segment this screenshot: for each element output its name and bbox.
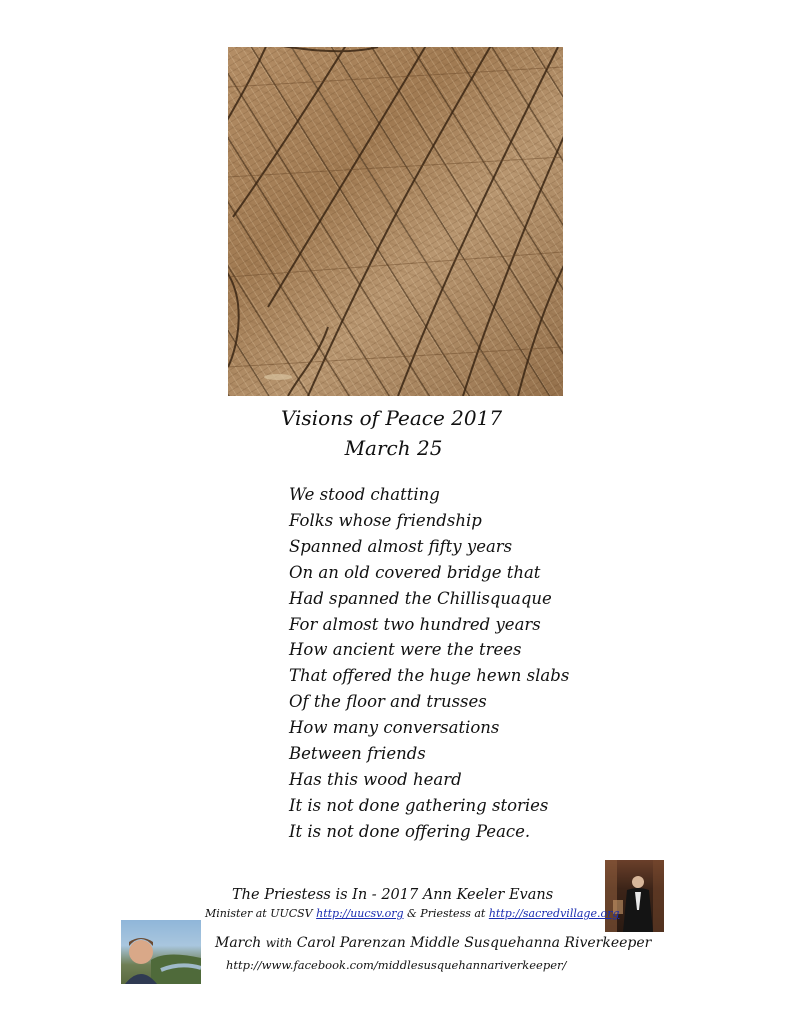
poem-line: It is not done gathering stories [289,795,549,815]
minister-prefix: Minister at UUCSV [205,907,317,920]
poem-line: We stood chatting [289,485,440,504]
poem-line: Had spanned the Chillisquaque [289,588,552,608]
poem-line: Between friends [289,744,426,764]
poem-line: Folks whose friendship [289,510,482,530]
poem-line: It is not done offering Peace. [289,821,531,841]
wood-photo [228,47,563,396]
page-title: Visions of Peace 2017 [280,406,503,430]
facebook-url: http://www.facebook.com/middlesusquehannariverkeeper/ [226,958,567,972]
poem-line: Has this wood heard [289,769,462,789]
poem-line: For almost two hundred years [289,614,541,634]
priestess-photo [605,860,664,932]
author-credit: The Priestess is In - 2017 Ann Keeler Evans [232,887,554,903]
poem-line: On an old covered bridge that [289,562,541,582]
march-rest: Carol Parenzan Middle Susquehanna Riverkeeper [292,935,652,951]
page-date: March 25 [344,436,443,460]
priestess-prefix: & Priestess at [403,907,489,920]
poem-line: How many conversations [289,718,500,738]
poem-line: Spanned almost fifty years [289,536,513,556]
poem-line: Of the floor and trusses [289,692,487,712]
sacredvillage-link[interactable]: http://sacredvillage.org [488,907,620,920]
wood-cracks [228,47,563,396]
riverkeeper-photo [121,920,201,984]
poem-line: How ancient were the trees [289,640,522,660]
poem [289,482,569,845]
march-prefix: March [215,935,266,951]
march-with: with [265,936,293,950]
uucsv-link[interactable]: http://uucsv.org [316,907,404,920]
minister-line [205,907,619,920]
march-line [215,935,651,951]
poem-line: That offered the huge hewn slabs [289,666,570,686]
